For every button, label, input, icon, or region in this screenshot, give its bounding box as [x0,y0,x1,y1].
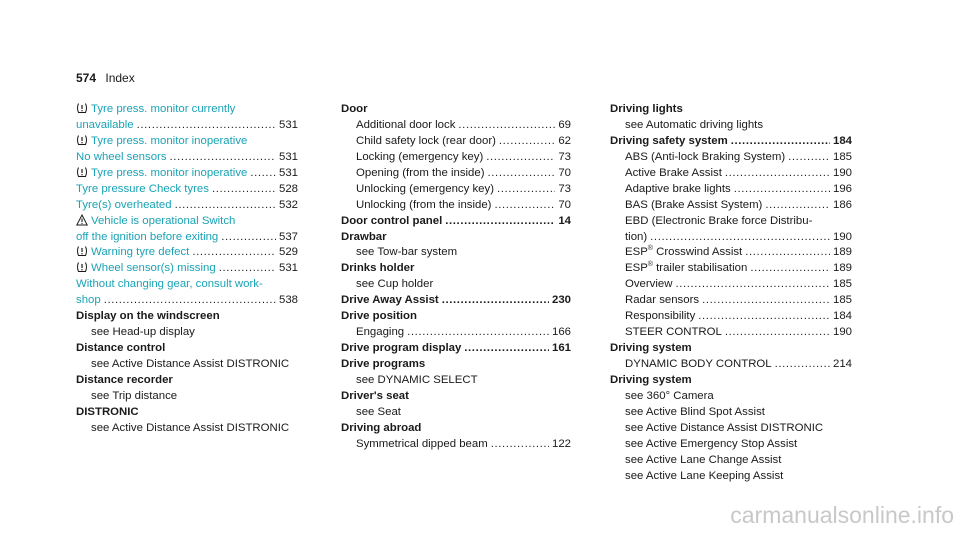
dot-leader [494,198,555,214]
entry-label: Adaptive brake lights [625,182,731,195]
entry-text [76,150,167,166]
entry-label: Vehicle is operational Switch [91,214,236,227]
index-heading [341,261,571,277]
entry-text [341,390,409,402]
entry-label: see Trip distance [91,389,178,402]
index-entry [610,405,852,421]
entry-label: Overview [625,278,673,291]
index-entry[interactable] [341,150,571,166]
index-entry[interactable] [610,182,852,198]
page-reference[interactable]: 214 [832,358,852,370]
entry-label: STEER CONTROL [625,326,722,339]
page-reference[interactable]: 73 [558,150,571,163]
page-reference[interactable]: 189 [832,262,852,275]
entry-text [356,325,404,341]
entry-text [625,438,797,450]
entry-label: Opening (from the inside) [356,166,485,179]
index-entry [341,245,571,261]
index-entry[interactable] [341,325,571,341]
entry-label: Drawbar [341,230,387,243]
entry-label: Tyre press. monitor currently [91,103,236,115]
entry-text [610,103,683,115]
entry-label: see Tow-bar system [356,246,458,259]
page-number: 574 [76,71,97,85]
dot-leader [219,261,276,277]
index-heading[interactable] [341,341,571,357]
index-entry [76,421,298,437]
index-entry [76,277,298,293]
entry-text [91,422,289,434]
entry-text [76,406,139,418]
index-heading [76,309,298,325]
entry-label: see Active Distance Assist DISTRONIC [91,358,290,370]
index-entry[interactable] [76,166,298,182]
entry-label: see DYNAMIC SELECT [356,373,478,386]
page-reference[interactable]: 531 [278,118,298,131]
entry-text [610,134,728,150]
entry-text [625,166,722,182]
dot-leader [104,293,276,309]
entry-label: Driving abroad [341,421,422,434]
index-heading [341,421,571,437]
registered-mark: ® [647,261,653,269]
dot-leader [650,230,830,246]
entry-label: Display on the windscreen [76,310,220,323]
entry-label: ESP [625,262,648,275]
entry-text [76,182,209,198]
entry-text [76,103,235,115]
entry-label: see Cup holder [356,278,434,291]
entry-label: ABS (Anti-lock Braking System) [625,150,786,163]
entry-text [625,215,812,227]
entry-text [91,390,177,402]
index-column-2 [341,102,571,453]
index-entry[interactable] [610,198,852,214]
index-heading[interactable] [341,293,571,309]
entry-label: Driving system [610,373,692,386]
watermark: carmanualsonline.info [730,502,954,528]
dot-leader [788,150,830,166]
dot-leader [445,214,555,230]
entry-label: DISTRONIC [76,405,139,418]
index-heading [341,309,571,325]
entry-text [625,198,762,214]
entry-text [625,150,785,166]
index-column-3 [610,102,852,485]
entry-label: BAS (Brake Assist System) [625,198,763,211]
entry-text [341,214,442,230]
dot-leader [488,166,556,182]
page-reference[interactable]: 190 [832,326,852,339]
index-entry[interactable] [341,198,571,214]
entry-label: EBD (Electronic Brake force Distribu- [625,214,813,227]
index-entry[interactable] [610,293,852,309]
entry-label: Distance recorder [76,373,173,386]
entry-text [625,245,742,261]
entry-text [341,358,425,370]
entry-label: Wheel sensor(s) missing [91,262,216,275]
index-column-1 [76,102,298,437]
dot-leader [698,309,830,325]
entry-text [76,374,173,386]
page-reference[interactable]: 189 [832,246,852,259]
index-heading [341,230,571,246]
entry-label: Engaging [356,326,405,339]
entry-text [76,342,165,354]
index-heading [341,357,571,373]
entry-label: Without changing gear, consult work- [76,278,263,291]
index-heading [76,341,298,357]
entry-text [356,278,433,290]
page-reference[interactable]: 73 [558,182,571,195]
entry-label: see Seat [356,405,401,418]
index-heading [76,373,298,389]
entry-label: unavailable [76,118,134,131]
page-reference[interactable]: 166 [551,326,571,339]
entry-label: shop [76,294,101,307]
entry-text [356,150,483,166]
page-reference[interactable]: 14 [558,214,571,227]
entry-text [341,341,461,357]
entry-text [356,134,496,150]
entry-label: see Active Emergency Stop Assist [625,437,798,450]
entry-text [356,437,488,453]
index-entry[interactable] [610,245,852,261]
page-reference[interactable]: 185 [832,278,852,291]
index-entry [76,102,298,118]
entry-label: Child safety lock (rear door) [356,134,496,147]
entry-text [91,358,289,370]
dot-leader [221,230,276,246]
index-entry[interactable] [610,309,852,325]
page-reference[interactable]: 184 [832,134,852,147]
index-entry [610,389,852,405]
index-entry[interactable] [610,277,852,293]
page-reference[interactable]: 538 [278,294,298,307]
dot-leader [491,437,549,453]
dot-leader [731,134,830,150]
entry-text [625,230,647,246]
index-entry [610,214,852,230]
entry-label-rest: Crosswind Assist [652,246,743,259]
entry-label: Symmetrical dipped beam [356,437,488,450]
index-entry [610,469,852,485]
entry-label: Tyre press. monitor inoperative [91,166,248,179]
entry-text [341,103,368,115]
entry-label: Drinks holder [341,262,415,275]
entry-text [625,261,747,277]
entry-label: see Active Distance Assist DISTRONIC [91,421,290,434]
entry-text [625,422,823,434]
page-reference[interactable]: 528 [278,182,298,195]
index-heading [610,102,852,118]
entry-label: Driving system [610,342,692,355]
dot-leader [175,198,276,214]
dot-leader [734,182,830,198]
index-heading [76,405,298,421]
index-heading[interactable] [610,134,852,150]
page-reference[interactable]: 185 [832,294,852,307]
entry-label: Tyre(s) overheated [76,198,172,211]
page-reference[interactable]: 69 [558,118,571,131]
index-entry[interactable] [341,134,571,150]
entry-label: Driving lights [610,103,683,115]
entry-label: see 360° Camera [625,389,714,402]
index-entry [341,373,571,389]
entry-text [76,230,218,246]
page-reference[interactable]: 70 [558,198,571,211]
dot-leader [775,357,830,373]
entry-label: Warning tyre defect [91,246,190,259]
index-entry[interactable] [341,182,571,198]
page-reference[interactable]: 161 [551,342,571,355]
entry-text [610,342,692,354]
index-heading[interactable] [341,214,571,230]
index-entry[interactable] [610,166,852,182]
entry-label: see Active Blind Spot Assist [625,405,765,418]
entry-text [356,406,401,418]
dot-leader [725,325,830,341]
entry-text [625,182,731,198]
entry-text [625,470,783,482]
index-entry [610,437,852,453]
entry-label: tion) [625,230,648,243]
index-entry[interactable] [341,118,571,134]
entry-text [341,231,387,243]
index-heading [610,341,852,357]
index-entry[interactable] [610,150,852,166]
entry-label: Responsibility [625,310,696,323]
index-entry[interactable] [76,293,298,309]
entry-text [341,293,439,309]
entry-label: Unlocking (emergency key) [356,182,495,195]
page-reference[interactable]: 190 [832,230,852,243]
index-entry [610,118,852,134]
index-entry [76,134,298,150]
index-entry[interactable] [76,198,298,214]
index-heading [610,373,852,389]
index-entry [76,214,298,230]
entry-label: DYNAMIC BODY CONTROL [625,358,772,370]
index-entry[interactable] [610,357,852,373]
entry-label: Door control panel [341,214,443,227]
page-reference[interactable]: 532 [278,198,298,211]
section-title: Index [105,71,135,85]
entry-text [625,390,714,402]
page-reference[interactable]: 531 [278,150,298,163]
dot-leader [750,261,830,277]
index-heading [341,102,571,118]
entry-text [91,326,195,338]
index-entry [76,389,298,405]
entry-text [76,198,172,214]
dot-leader [407,325,549,341]
page-reference[interactable]: 531 [278,262,298,275]
entry-label: No wheel sensors [76,150,167,163]
dot-leader [675,277,830,293]
index-entry[interactable] [76,118,298,134]
dot-leader [486,150,555,166]
page-reference[interactable]: 186 [832,198,852,211]
index-entry[interactable] [610,261,852,277]
entry-label: off the ignition before exiting [76,230,219,243]
entry-label: Distance control [76,342,166,355]
entry-label: Active Brake Assist [625,166,722,179]
dot-leader [212,182,276,198]
entry-label: see Active Lane Change Assist [625,453,782,466]
entry-text [625,325,722,341]
entry-text [625,357,772,373]
dot-leader [497,182,555,198]
entry-label: see Automatic driving lights [625,118,764,131]
entry-label: Driving safety system [610,134,728,147]
index-entry[interactable] [341,437,571,453]
page-reference[interactable]: 230 [551,294,571,307]
entry-label-rest: trailer stabilisation [652,262,748,275]
entry-label: Drive programs [341,358,426,370]
dot-leader [458,118,555,134]
entry-label: see Head-up display [91,326,195,339]
index-entry [76,325,298,341]
registered-mark: ® [647,245,653,253]
page-reference[interactable]: 196 [832,182,852,195]
entry-text [341,310,417,322]
index-entry [610,453,852,469]
page-reference[interactable]: 529 [278,246,298,259]
dot-leader [464,341,549,357]
page-reference[interactable]: 122 [551,437,571,450]
entry-label: Radar sensors [625,294,700,307]
index-entry[interactable] [610,230,852,246]
entry-text [610,374,692,386]
entry-text [76,215,235,227]
entry-label: Unlocking (from the inside) [356,198,492,211]
dot-leader [499,134,555,150]
index-entry[interactable] [610,325,852,341]
dot-leader [170,150,276,166]
entry-label: Additional door lock [356,118,456,131]
dot-leader [442,293,549,309]
dot-leader [137,118,276,134]
page-reference[interactable]: 185 [832,150,852,163]
dot-leader [725,166,830,182]
entry-text [356,374,478,386]
entry-text [76,278,263,290]
entry-label: Drive Away Assist [341,294,439,307]
entry-text [625,119,763,131]
entry-text [356,246,457,258]
index-entry [341,277,571,293]
index-entry[interactable] [76,182,298,198]
entry-label: Tyre pressure Check tyres [76,182,209,195]
entry-label: Door [341,103,368,115]
entry-text [625,277,672,293]
entry-text [356,166,485,182]
entry-text [76,310,220,322]
page-reference[interactable]: 184 [832,310,852,323]
dot-leader [702,293,830,309]
entry-text [625,293,699,309]
index-heading [341,389,571,405]
entry-label: Drive position [341,310,417,323]
page-header [76,71,135,85]
entry-text [356,182,494,198]
entry-label: Drive program display [341,342,462,355]
page-reference[interactable]: 62 [558,134,571,147]
entry-label: Driver's seat [341,389,409,402]
index-entry [610,421,852,437]
page-reference[interactable]: 537 [278,230,298,243]
entry-text [356,198,491,214]
entry-text [76,135,247,147]
entry-label: ESP [625,246,648,259]
entry-text [356,118,455,134]
entry-text [76,118,134,134]
index-entry [76,357,298,373]
entry-text [76,293,101,309]
page-reference[interactable]: 190 [832,166,852,179]
dot-leader [765,198,830,214]
index-entry[interactable] [76,150,298,166]
entry-text [625,406,765,418]
index-entry[interactable] [76,261,298,277]
index-entry[interactable] [341,166,571,182]
entry-label: Tyre press. monitor inoperative [91,134,248,147]
entry-text [341,422,421,434]
dot-leader [250,166,276,182]
page-reference[interactable]: 531 [278,166,298,179]
index-entry [341,405,571,421]
entry-label: Locking (emergency key) [356,150,484,163]
index-entry[interactable] [76,245,298,261]
dot-leader [192,245,276,261]
entry-label: see Active Distance Assist DISTRONIC [625,421,824,434]
entry-text [625,454,781,466]
index-entry[interactable] [76,230,298,246]
page-reference[interactable]: 70 [558,166,571,179]
entry-label: see Active Lane Keeping Assist [625,469,784,482]
dot-leader [745,245,830,261]
entry-text [341,262,414,274]
entry-text [625,309,695,325]
